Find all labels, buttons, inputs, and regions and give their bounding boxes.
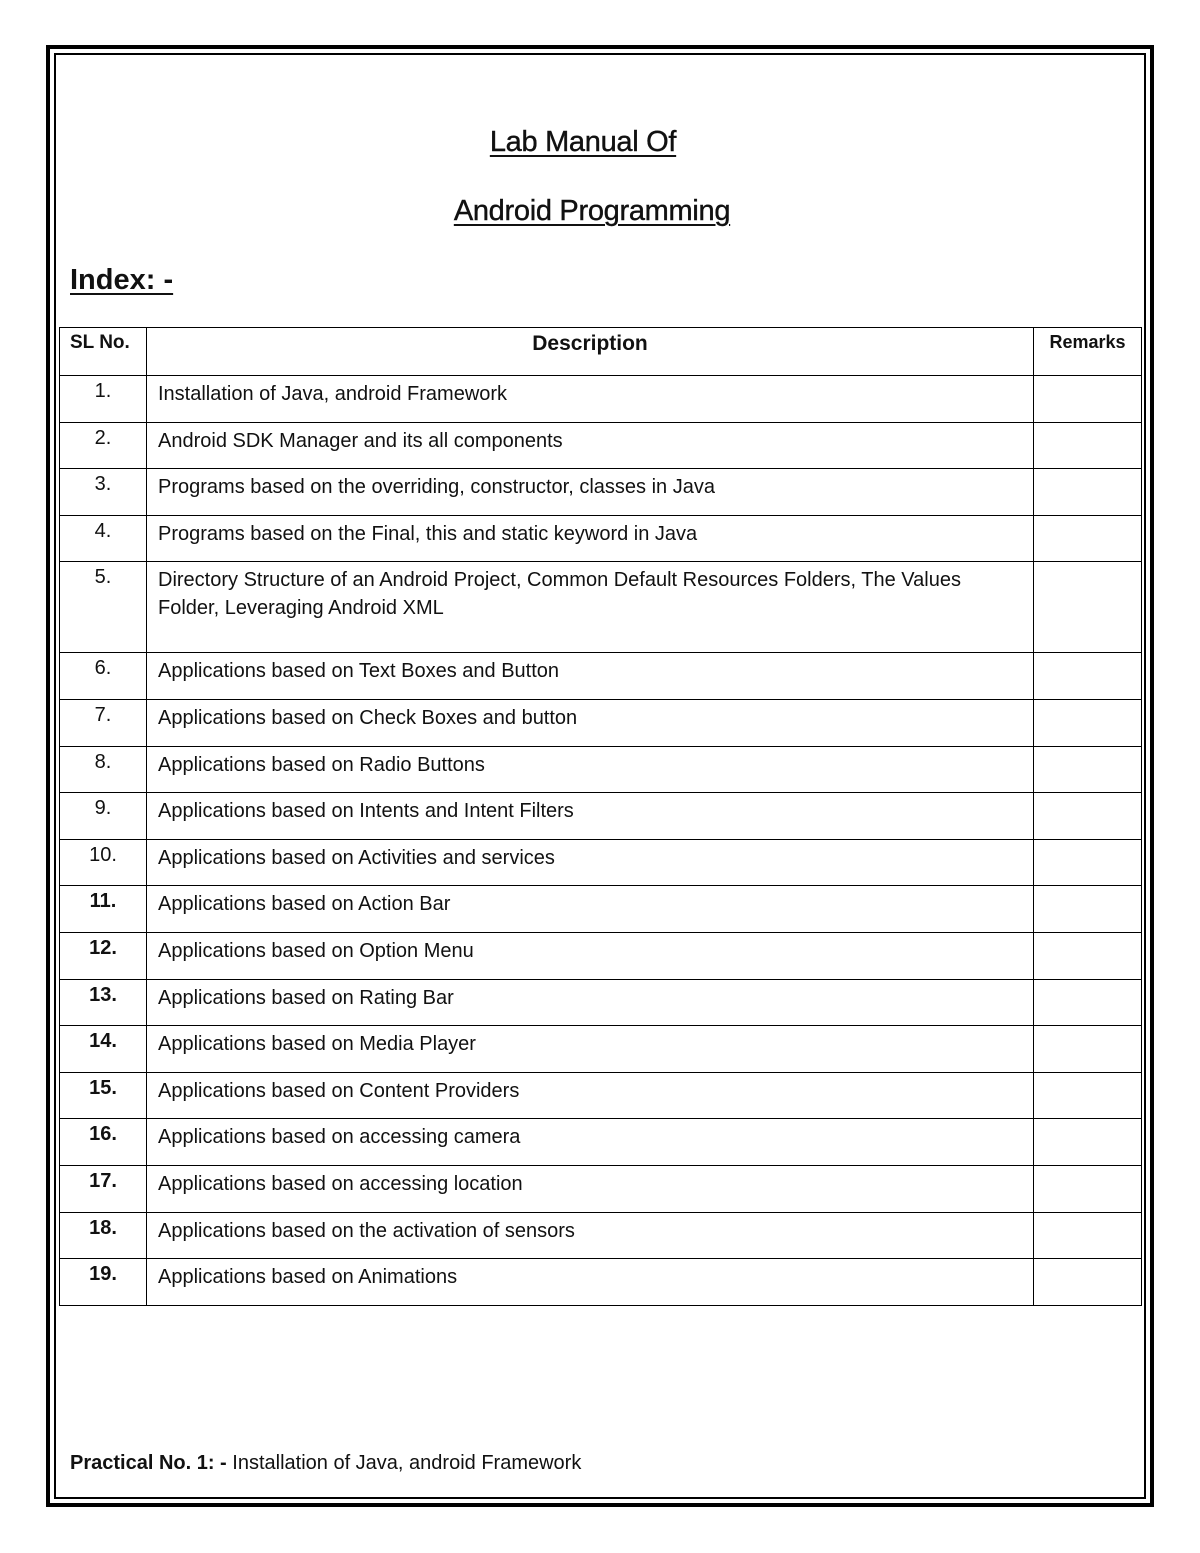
cell-sl-no: 10.	[60, 839, 147, 886]
table-row	[60, 469, 1142, 516]
cell-remarks	[1034, 376, 1142, 423]
cell-description: Applications based on Content Providers	[147, 1072, 1034, 1119]
cell-description: Applications based on Rating Bar	[147, 979, 1034, 1026]
cell-description: Installation of Java, android Framework	[147, 376, 1034, 423]
table-row	[60, 1165, 1142, 1212]
cell-sl-no: 14.	[60, 1026, 147, 1073]
cell-remarks	[1034, 515, 1142, 562]
table-row	[60, 746, 1142, 793]
cell-description: Android SDK Manager and its all components	[147, 422, 1034, 469]
cell-description: Applications based on Intents and Intent Filters	[147, 793, 1034, 840]
cell-description: Applications based on Animations	[147, 1259, 1034, 1306]
cell-description: Applications based on Check Boxes and button	[147, 699, 1034, 746]
table-row	[60, 376, 1142, 423]
cell-remarks	[1034, 979, 1142, 1026]
cell-description: Applications based on Action Bar	[147, 886, 1034, 933]
table-row	[60, 839, 1142, 886]
table-row	[60, 1212, 1142, 1259]
cell-remarks	[1034, 469, 1142, 516]
cell-remarks	[1034, 653, 1142, 700]
cell-description: Programs based on the overriding, constructor, classes in Java	[147, 469, 1034, 516]
cell-remarks	[1034, 422, 1142, 469]
cell-remarks	[1034, 1026, 1142, 1073]
cell-sl-no: 3.	[60, 469, 147, 516]
table-row	[60, 1119, 1142, 1166]
table-row	[60, 653, 1142, 700]
cell-remarks	[1034, 886, 1142, 933]
cell-remarks	[1034, 1259, 1142, 1306]
cell-description: Applications based on Option Menu	[147, 932, 1034, 979]
cell-sl-no: 13.	[60, 979, 147, 1026]
cell-remarks	[1034, 1072, 1142, 1119]
cell-sl-no: 17.	[60, 1165, 147, 1212]
cell-sl-no: 5.	[60, 562, 147, 653]
cell-sl-no: 12.	[60, 932, 147, 979]
cell-description: Applications based on accessing location	[147, 1165, 1034, 1212]
practical-label: Practical No. 1: -	[70, 1452, 227, 1474]
header-remarks: Remarks	[1034, 328, 1142, 376]
index-heading: Index: -	[70, 264, 174, 296]
cell-remarks	[1034, 1212, 1142, 1259]
cell-description: Applications based on Activities and services	[147, 839, 1034, 886]
cell-description: Applications based on accessing camera	[147, 1119, 1034, 1166]
cell-sl-no: 11.	[60, 886, 147, 933]
document-title-line-2: Android Programming	[453, 195, 731, 227]
cell-description: Directory Structure of an Android Project, Common Default Resources Folders, The Values Folder, Leveraging Android XML	[147, 562, 1034, 653]
cell-remarks	[1034, 932, 1142, 979]
practical-heading	[70, 1452, 581, 1475]
table-row	[60, 699, 1142, 746]
cell-remarks	[1034, 1165, 1142, 1212]
cell-sl-no: 15.	[60, 1072, 147, 1119]
cell-sl-no: 9.	[60, 793, 147, 840]
header-sl-no: SL No.	[60, 328, 147, 376]
cell-description: Applications based on the activation of sensors	[147, 1212, 1034, 1259]
table-header-row	[60, 328, 1142, 376]
table-row	[60, 793, 1142, 840]
cell-sl-no: 1.	[60, 376, 147, 423]
cell-sl-no: 8.	[60, 746, 147, 793]
table-row	[60, 1259, 1142, 1306]
table-row	[60, 1072, 1142, 1119]
table-row	[60, 515, 1142, 562]
cell-sl-no: 6.	[60, 653, 147, 700]
table-row	[60, 979, 1142, 1026]
cell-sl-no: 2.	[60, 422, 147, 469]
cell-sl-no: 7.	[60, 699, 147, 746]
header-description: Description	[147, 328, 1034, 376]
cell-sl-no: 4.	[60, 515, 147, 562]
table-body	[60, 376, 1142, 1306]
cell-remarks	[1034, 793, 1142, 840]
table-row	[60, 422, 1142, 469]
practical-title: Installation of Java, android Framework	[226, 1452, 582, 1474]
table-row	[60, 562, 1142, 653]
cell-sl-no: 19.	[60, 1259, 147, 1306]
cell-remarks	[1034, 746, 1142, 793]
cell-remarks	[1034, 1119, 1142, 1166]
table-row	[60, 1026, 1142, 1073]
cell-sl-no: 18.	[60, 1212, 147, 1259]
index-table	[59, 327, 1142, 1306]
cell-sl-no: 16.	[60, 1119, 147, 1166]
table-row	[60, 886, 1142, 933]
cell-description: Applications based on Text Boxes and Button	[147, 653, 1034, 700]
cell-remarks	[1034, 699, 1142, 746]
cell-description: Applications based on Media Player	[147, 1026, 1034, 1073]
cell-description: Programs based on the Final, this and static keyword in Java	[147, 515, 1034, 562]
cell-description: Applications based on Radio Buttons	[147, 746, 1034, 793]
document-title-line-1: Lab Manual Of	[489, 126, 677, 158]
cell-remarks	[1034, 562, 1142, 653]
table-row	[60, 932, 1142, 979]
cell-remarks	[1034, 839, 1142, 886]
